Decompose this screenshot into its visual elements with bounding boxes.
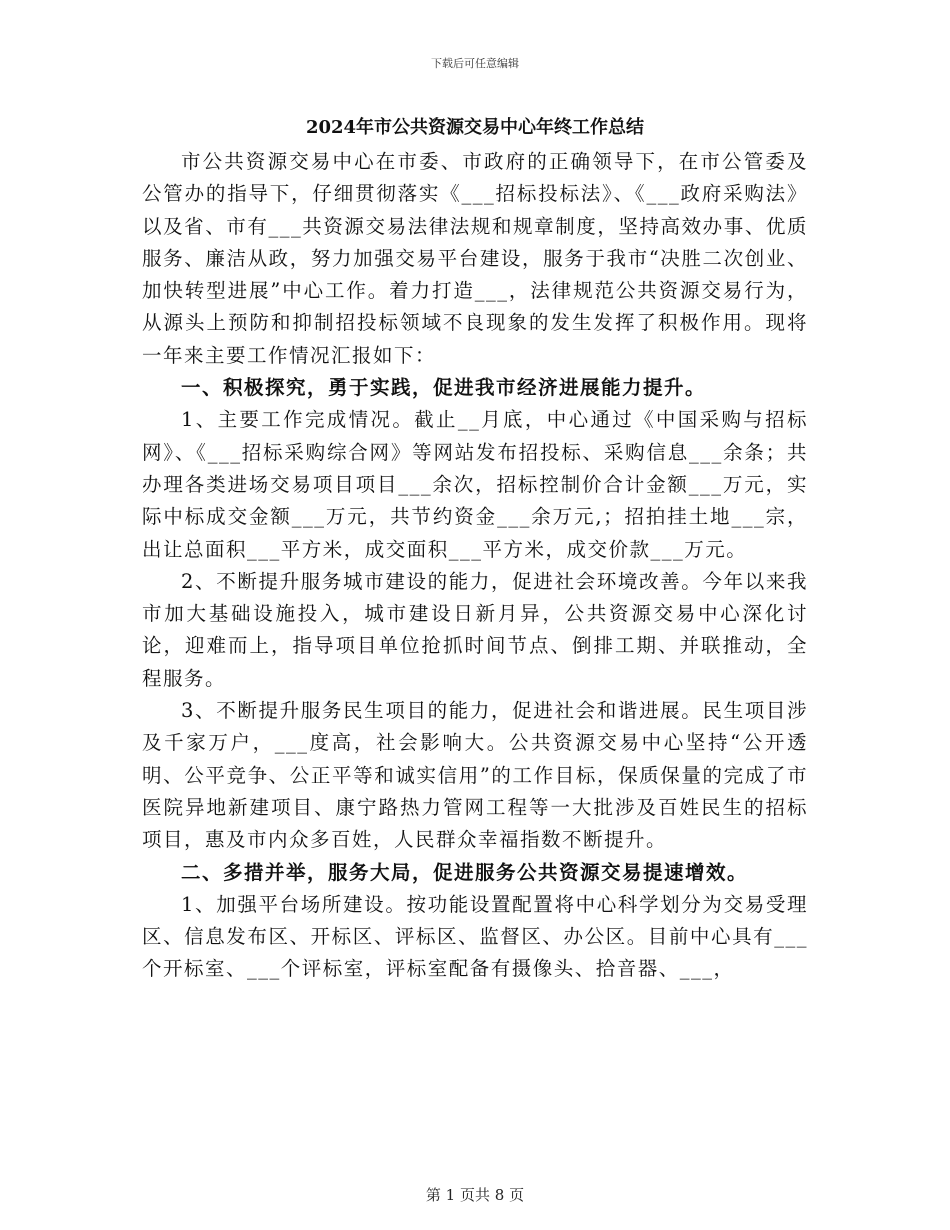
paragraph-1-1: 1、主要工作完成情况。截止__月底，中心通过《中国采购与招标网》、《___招标采购综合网》等网站发布招投标、采购信息___余条；共办理各类进场交易项目项目___余次，招标控制价合计金额___万元，实际中标成交金额___万元，共节约资金___余万元,；招拍挂土地___宗，出让总面积___平方米，成交面积___平方米，成交价款___万元。 bbox=[142, 408, 808, 561]
header-note: 下载后可任意编辑 bbox=[431, 57, 519, 70]
document-body bbox=[142, 146, 808, 986]
paragraph-1-3: 3、不断提升服务民生项目的能力，促进社会和谐进展。民生项目涉及千家万户，___度高，社会影响大。公共资源交易中心坚持“公开透明、公平竞争、公正平等和诚实信用”的工作目标，保质保量的完成了市医院异地新建项目、康宁路热力管网工程等一大批涉及百姓民生的招标项目，惠及市内众多百姓，人民群众幸福指数不断提升。 bbox=[142, 699, 808, 852]
section-heading-1: 一、积极探究，勇于实践，促进我市经济进展能力提升。 bbox=[181, 376, 707, 400]
section-heading-2: 二、多措并举，服务大局，促进服务公共资源交易提速增效。 bbox=[181, 860, 749, 884]
paragraph-intro: 市公共资源交易中心在市委、市政府的正确领导下，在市公管委及公管办的指导下，仔细贯彻落实《___招标投标法》、《___政府采购法》以及省、市有___共资源交易法律法规和规章制度，坚持高效办事、优质服务、廉洁从政，努力加强交易平台建设，服务于我市“决胜二次创业、加快转型进展”中心工作。着力打造___，法律规范公共资源交易行为，从源头上预防和抑制招投标领域不良现象的发生发挥了积极作用。现将一年来主要工作情况汇报如下： bbox=[142, 150, 808, 367]
paragraph-2-1: 1、加强平台场所建设。按功能设置配置将中心科学划分为交易受理区、信息发布区、开标区、评标区、监督区、办公区。目前中心具有___个开标室、___个评标室，评标室配备有摄像头、拾音器、___， bbox=[142, 892, 808, 981]
document-title: 2024年市公共资源交易中心年终工作总结 bbox=[305, 117, 645, 138]
page-number: 第 1 页共 8 页 bbox=[425, 1186, 525, 1204]
paragraph-1-2: 2、不断提升服务城市建设的能力，促进社会环境改善。今年以来我市加大基础设施投入，城市建设日新月异，公共资源交易中心深化讨论，迎难而上，指导项目单位抢抓时间节点、倒排工期、并联推动，全程服务。 bbox=[142, 569, 808, 690]
